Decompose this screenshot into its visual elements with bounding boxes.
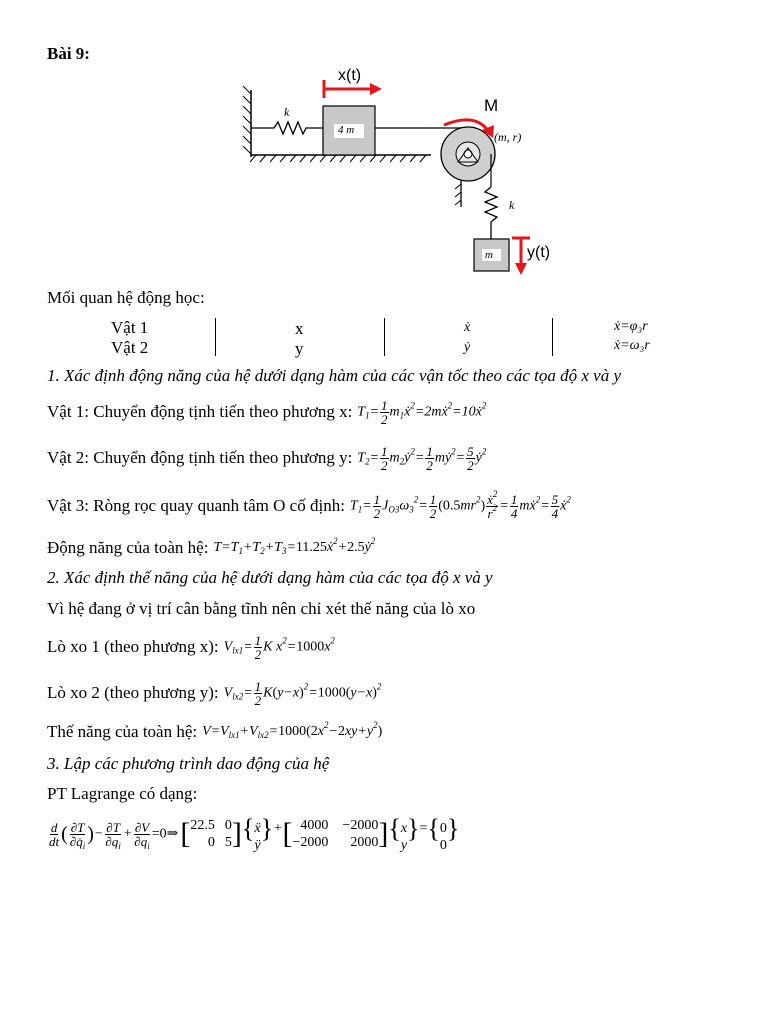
potential-energy-spring-2: Lò xo 2 (theo phương y): $V_{lx2}=$ $\frac{1}{2}$ $K(y-x)^2=1000(y-x)^2$ xyxy=(47,678,382,708)
lagrange-equation: $\frac{d}{dt}$ ( $\frac{\partial T}{\partial q̇_i}$ )− $\frac{\partial T}{\partial q_i}$ + $\frac{\partial V}{\partial q_i}$ =0⇒ [ 22.5 0 0 5 ] { ẍ ÿ }+ [ 4000 −2000 −2000 2000 ] { x y }={ 0 0 } xyxy=(49,813,460,854)
spring-k-top-label: k xyxy=(284,105,290,119)
x-label: x(t) xyxy=(338,67,362,84)
total-kinetic-energy: Động năng của toàn hệ: $T=T_1+T_2+T_3=11.25ẋ^2+2.5ẏ^2$ xyxy=(47,536,376,557)
problem-title: Bài 9: xyxy=(47,44,90,63)
stiffness-matrix: [ 4000 −2000 −2000 2000 ] xyxy=(282,817,389,850)
equilibrium-note: Vì hệ đang ở vị trí cân bằng tĩnh nên chỉ xét thế năng của lò xo xyxy=(47,599,476,618)
mass-matrix: [ 22.5 0 0 5 ] xyxy=(180,817,242,850)
block-m-label: m xyxy=(485,249,493,261)
total-potential-energy: Thế năng của toàn hệ: $V=V_{lx1}+V_{lx2}=1000(2x^2-2xy+y^2)$ xyxy=(47,720,383,741)
pulley-label: (m, r) xyxy=(494,130,522,144)
table-row-2-name: Vật 2 xyxy=(111,338,149,357)
table-row-1-relation: ẋ=φ₃r xyxy=(614,319,648,334)
table-row-2-vel: ẏ xyxy=(464,340,471,355)
table-row-2-relation: ẋ=ω₃r xyxy=(614,338,650,353)
potential-energy-spring-1: Lò xo 1 (theo phương x): $V_{lx1}=$ $\frac{1}{2}$ K $x^2=1000x^2$ xyxy=(47,632,335,662)
lagrange-intro: PT Lagrange có dạng: xyxy=(47,784,198,803)
moment-label: M xyxy=(484,96,499,115)
block-4m-label: 4 m xyxy=(338,124,355,136)
kinetic-energy-body-1: Vật 1: Chuyển động tịnh tiến theo phương x: $T_1=$ $\frac{1}{2}$ $m_1ẋ^2=2mẋ^2=10ẋ^2$ xyxy=(47,397,487,427)
mechanism-figure xyxy=(236,62,566,282)
table-row-1-name: Vật 1 xyxy=(111,318,149,337)
kinetic-energy-pulley: Vật 3: Ròng rọc quay quanh tâm O cố định: $T_1=$ $\frac{1}{2}$ $J_{O3}\omega_3^2=$ $\frac{1}{2}$ $(0.5mr^2)$ $\frac{ẋ^2}{r^2}$ = $\frac{1}{4}$ mẋ$^2$= $\frac{5}{4}$ ẋ$^2$ xyxy=(47,488,571,521)
y-label: y(t) xyxy=(527,244,551,261)
section-1-heading: 1. Xác định động năng của hệ dưới dạng hàm của các vận tốc theo các tọa độ x và y xyxy=(47,366,622,385)
section-2-heading: 2. Xác định thế năng của hệ dưới dạng hàm của các tọa độ x và y xyxy=(47,568,493,587)
table-row-1-coord: x xyxy=(295,319,304,338)
section-3-heading: 3. Lập các phương trình dao động của hệ xyxy=(47,754,330,773)
kinematics-heading: Mối quan hệ động học: xyxy=(47,288,205,307)
kinetic-energy-body-2: Vật 2: Chuyển động tịnh tiến theo phương y: $T_2=$ $\frac{1}{2}$ $m_2ẏ^2=$ $\frac{1}{2}$ mẏ$^2$= $\frac{5}{2}$ ẏ$^2$ xyxy=(47,443,487,473)
table-row-1-vel: ẋ xyxy=(464,320,471,335)
spring-k-right-label: k xyxy=(509,198,515,212)
table-row-2-coord: y xyxy=(295,339,304,358)
